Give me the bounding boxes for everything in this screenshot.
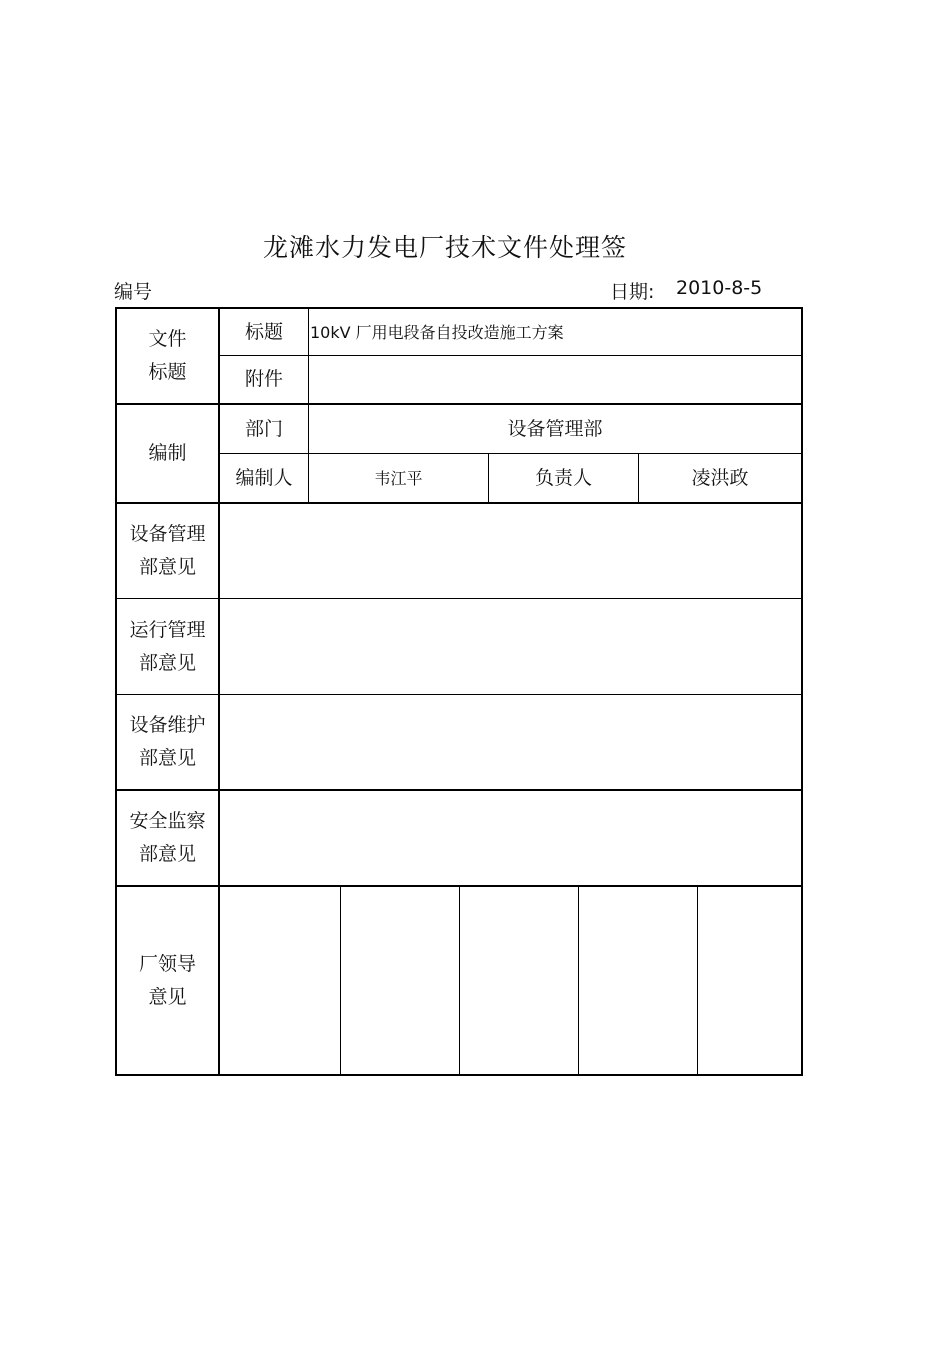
title-value: 10kV 厂用电段备自投改造施工方案 (310, 322, 564, 342)
date-value: 2010-8-5 (676, 277, 763, 299)
leader-opinion-label: 厂领导 意见 (138, 952, 196, 1008)
dept-label: 部门 (244, 417, 283, 440)
attachment-value (310, 356, 790, 403)
dept-value: 设备管理部 (507, 417, 603, 440)
safety-supervision-opinion-label: 安全监察 部意见 (129, 810, 206, 865)
equipment-mgmt-opinion-label: 设备管理 部意见 (129, 523, 206, 578)
file-title-label: 文件 标题 (148, 328, 187, 383)
title-label: 标题 (244, 320, 283, 343)
responsible-label: 负责人 (534, 466, 592, 489)
document-title: 龙滩水力发电厂技术文件处理签 (262, 233, 627, 262)
date-label: 日期: (610, 281, 655, 303)
compiler-label: 编制人 (235, 466, 293, 489)
number-label: 编号 (114, 281, 153, 303)
compile-label: 编制 (148, 442, 187, 464)
operation-mgmt-opinion-label: 运行管理 部意见 (129, 618, 206, 674)
compiler-value: 韦江平 (374, 468, 423, 488)
responsible-value: 凌洪政 (691, 466, 749, 489)
attachment-label: 附件 (244, 368, 283, 390)
equipment-maint-opinion-label: 设备维护 部意见 (129, 714, 206, 769)
